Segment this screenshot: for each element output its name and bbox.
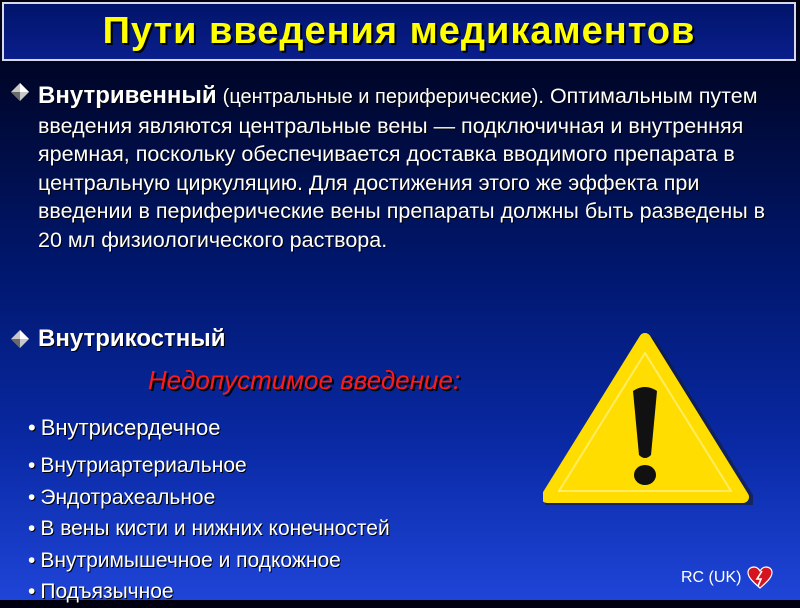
page-title: Пути введения медикаментов [102, 10, 696, 52]
forbidden-list [28, 450, 390, 608]
list-item: • Внутримышечное и подкожное [28, 548, 341, 572]
section-intravenous-text [38, 82, 770, 255]
diamond-bullet-icon [10, 329, 30, 349]
warning-triangle-icon [543, 333, 753, 505]
diamond-bullet-icon [10, 82, 30, 102]
list-item: • Внутриартериальное [28, 454, 247, 477]
section-intravenous-body: Оптимальным путем введения являются центральные вены — подключичная и внутренняя яремная, поскольку обеспечивается доставка вводимого препарата в центральную циркуляцию. Для достижения этого же эффекта при введении в периферические вены препараты должны быть разведены в 20 мл физиологического раствора. [38, 84, 766, 252]
title-box [2, 2, 796, 61]
section-intraosseous [10, 324, 226, 354]
forbidden-list-first [28, 415, 221, 441]
section-intraosseous-heading: Внутрикостный [38, 325, 226, 352]
warning-title: Недопустимое введение: [148, 365, 461, 395]
section-intravenous-paren: (центральные и периферические). [222, 86, 544, 108]
list-item: • В вены кисти и нижних конечностей [28, 517, 390, 540]
section-intravenous [10, 82, 770, 255]
footer-logo [681, 566, 773, 590]
list-item: • Внутрисердечное [28, 415, 221, 440]
heart-logo-icon [747, 566, 773, 590]
section-intravenous-heading: Внутривенный [38, 82, 217, 109]
list-item: • Эндотрахеальное [28, 485, 216, 509]
footer-label: RC (UK) [681, 569, 742, 586]
list-item: • Подъязычное [28, 580, 174, 603]
